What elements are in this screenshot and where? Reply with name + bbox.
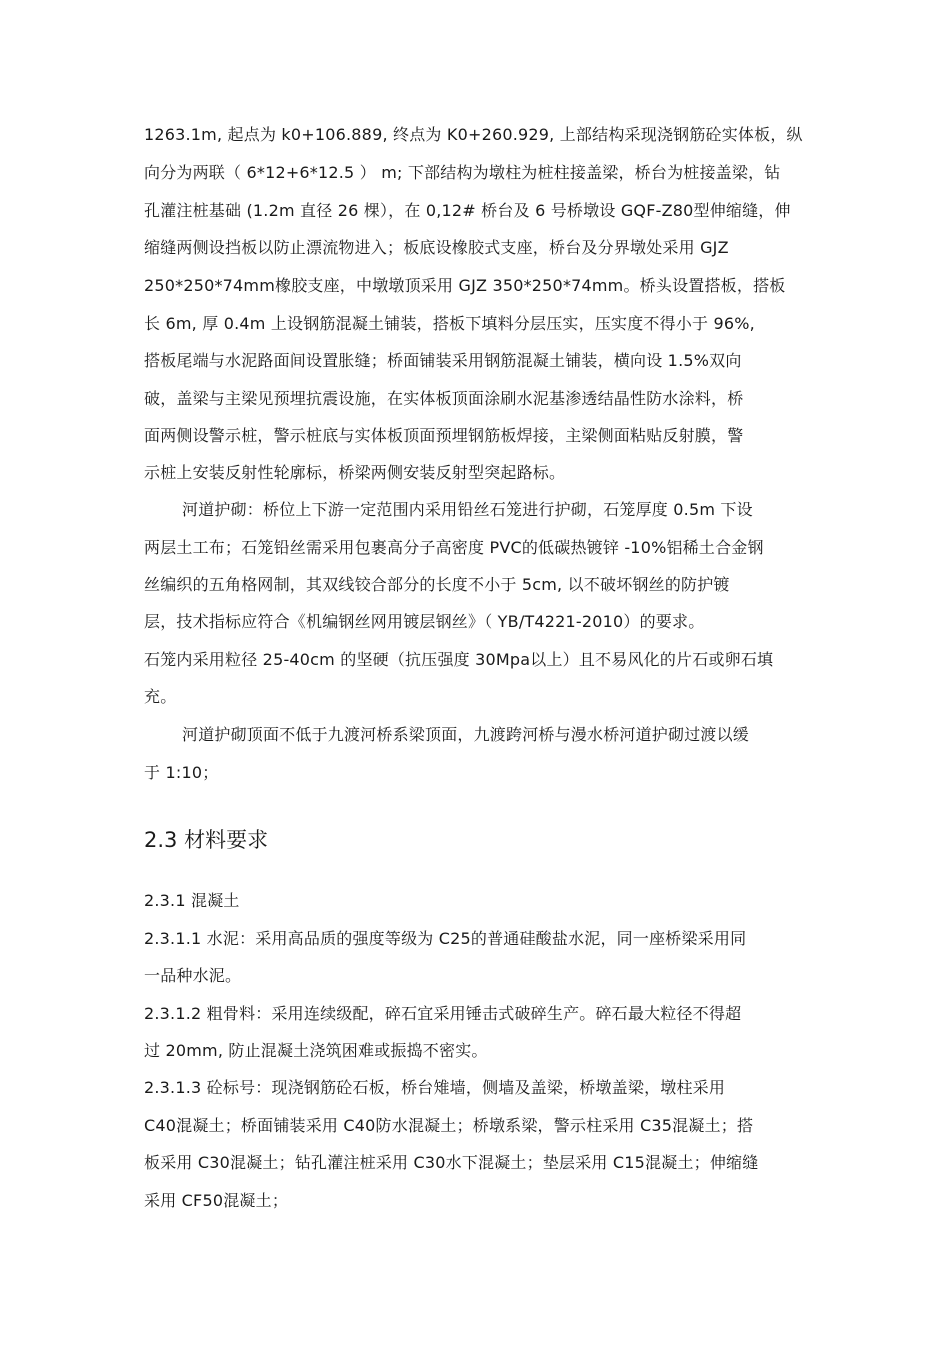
paragraph-line: C40混凝土；桥面铺装采用 C40防水混凝土；桥墩系梁，警示柱采用 C35混凝土；搭 [144,1116,754,1135]
subsection-heading: 2.3.1 混凝土 [144,891,240,910]
paragraph-line: 搭板尾端与水泥路面间设置胀缝；桥面铺装采用钢筋混凝土铺装，横向设 1.5%双向 [144,351,742,370]
paragraph-line: 示桩上安装反射性轮廓标，桥梁两侧安装反射型突起路标。 [144,463,566,482]
paragraph-line: 两层土工布；石笼铅丝需采用包裹高分子高密度 PVC的低碳热镀锌 -10%铝稀土合金钢 [144,538,764,557]
paragraph-line: 河道护砌顶面不低于九渡河桥系梁顶面，九渡跨河桥与漫水桥河道护砌过渡以缓 [182,725,750,744]
paragraph-line: 丝编织的五角格网制，其双线铰合部分的长度不小于 5cm, 以不破坏钢丝的防护镀 [144,575,730,594]
paragraph-line: 2.3.1.2 粗骨料：采用连续级配，碎石宜采用锤击式破碎生产。碎石最大粒径不得超 [144,1004,742,1023]
paragraph-line: 一品种水泥。 [144,966,242,985]
paragraph-line: 250*250*74mm橡胶支座，中墩墩顶采用 GJZ 350*250*74mm。桥头设置搭板，搭板 [144,276,786,295]
paragraph-line: 石笼内采用粒径 25-40cm 的坚硬（抗压强度 30Mpa以上）且不易风化的片石或卵石填 [144,650,774,669]
paragraph-line: 破，盖梁与主梁见预埋抗震设施，在实体板顶面涂刷水泥基渗透结晶性防水涂料，桥 [144,389,744,408]
paragraph-line: 过 20mm, 防止混凝土浇筑困难或振捣不密实。 [144,1041,488,1060]
paragraph-line: 采用 CF50混凝土； [144,1191,289,1210]
paragraph-line: 于 1:10； [144,763,219,782]
paragraph-line: 层，技术指标应符合《机编钢丝网用镀层钢丝》（ YB/T4221-2010）的要求。 [144,612,705,631]
paragraph-line: 缩缝两侧设挡板以防止漂流物进入；板底设橡胶式支座，桥台及分界墩处采用 GJZ [144,238,729,257]
paragraph-line: 1263.1m, 起点为 k0+106.889, 终点为 K0+260.929, 上部结构采现浇钢筋砼实体板，纵 [144,125,803,144]
paragraph-line: 2.3.1.1 水泥：采用高品质的强度等级为 C25的普通硅酸盐水泥，同一座桥梁采用同 [144,929,747,948]
paragraph-line: 2.3.1.3 砼标号：现浇钢筋砼石板，桥台雉墙，侧墙及盖梁，桥墩盖梁，墩柱采用 [144,1078,726,1097]
paragraph-line: 河道护砌：桥位上下游一定范围内采用铅丝石笼进行护砌，石笼厚度 0.5m 下设 [182,500,753,519]
paragraph-line: 向分为两联（ 6*12+6*12.5 ） m; 下部结构为墩柱为桩柱接盖梁，桥台为桩接盖梁，钻 [144,163,781,182]
paragraph-line: 板采用 C30混凝土；钻孔灌注桩采用 C30水下混凝土；垫层采用 C15混凝土；伸缩缝 [144,1153,759,1172]
section-heading: 2.3 材料要求 [144,828,269,852]
paragraph-line: 孔灌注桩基础 (1.2m 直径 26 棵），在 0,12# 桥台及 6 号桥墩设 GQF-Z80型伸缩缝，伸 [144,201,791,220]
paragraph-line: 充。 [144,687,177,706]
paragraph-line: 面两侧设警示桩，警示桩底与实体板顶面预埋钢筋板焊接，主梁侧面粘贴反射膜，警 [144,426,744,445]
paragraph-line: 长 6m, 厚 0.4m 上设钢筋混凝土铺装，搭板下填料分层压实，压实度不得小于 96%, [144,314,755,333]
